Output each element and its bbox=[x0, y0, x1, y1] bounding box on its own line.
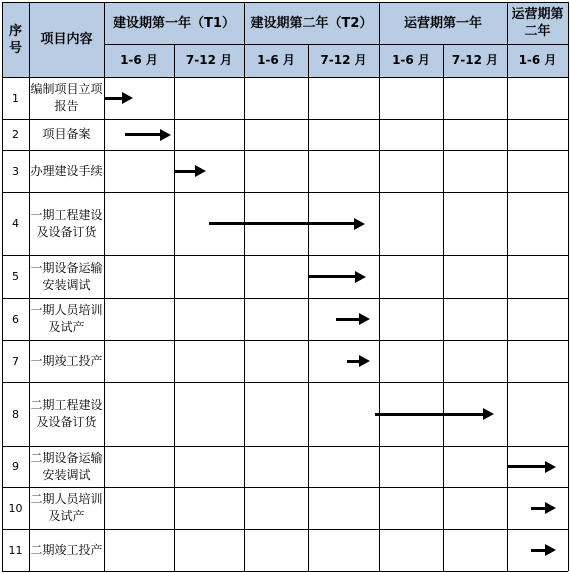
arrow-shaft bbox=[209, 222, 355, 225]
arrow-head-icon bbox=[355, 271, 366, 283]
task-label: 二期工程建设及设备订货 bbox=[30, 398, 103, 429]
grid-line-horizontal bbox=[2, 150, 568, 151]
task-name bbox=[29, 487, 104, 529]
arrow-head-icon bbox=[545, 502, 556, 514]
task-label: 二期人员培训及试产 bbox=[30, 492, 103, 523]
task-name bbox=[29, 119, 104, 150]
task-label: 二期竣工投产 bbox=[30, 542, 103, 557]
task-name bbox=[29, 382, 104, 446]
task-label: 一期竣工投产 bbox=[30, 353, 103, 368]
header-half: 1-6 月 bbox=[507, 44, 568, 77]
arrow-head-icon bbox=[545, 544, 556, 556]
grid-line-horizontal bbox=[2, 446, 568, 447]
header-half: 7-12 月 bbox=[308, 44, 379, 77]
task-label: 一期人员培训及试产 bbox=[30, 303, 103, 334]
task-name bbox=[29, 255, 104, 298]
header-half: 1-6 月 bbox=[244, 44, 308, 77]
arrow-head-icon bbox=[160, 129, 171, 141]
grid-line-horizontal bbox=[2, 2, 568, 3]
arrow-shaft bbox=[125, 133, 161, 136]
task-name bbox=[29, 77, 104, 119]
task-label: 一期工程建设及设备订货 bbox=[30, 207, 103, 239]
task-label: 办理建设手续 bbox=[30, 163, 103, 178]
task-name bbox=[29, 340, 104, 382]
grid-line-vertical bbox=[174, 44, 175, 571]
task-name bbox=[29, 446, 104, 487]
arrow-head-icon bbox=[195, 165, 206, 177]
arrow-shaft bbox=[336, 318, 360, 321]
row-number: 5 bbox=[12, 270, 19, 283]
grid-line-horizontal bbox=[2, 487, 568, 488]
task-name bbox=[29, 150, 104, 192]
arrow-shaft bbox=[347, 360, 360, 363]
grid-line-horizontal bbox=[2, 119, 568, 120]
task-label: 二期设备运输安装调试 bbox=[30, 450, 103, 482]
grid-line-vertical bbox=[308, 44, 309, 571]
header-half: 7-12 月 bbox=[443, 44, 507, 77]
grid-line-vertical bbox=[443, 44, 444, 571]
task-name bbox=[29, 529, 104, 571]
task-name bbox=[29, 298, 104, 340]
arrow-head-icon bbox=[483, 408, 494, 420]
header-half: 1-6 月 bbox=[379, 44, 443, 77]
task-label: 一期设备运输安装调试 bbox=[30, 260, 103, 292]
arrow-head-icon bbox=[354, 218, 365, 230]
arrow-head-icon bbox=[359, 313, 370, 325]
row-number: 2 bbox=[12, 128, 19, 141]
arrow-head-icon bbox=[545, 461, 556, 473]
arrow-head-icon bbox=[359, 355, 370, 367]
task-label: 编制项目立项报告 bbox=[30, 82, 103, 113]
header-half: 1-6 月 bbox=[104, 44, 174, 77]
header-period: 建设期第二年（T2） bbox=[244, 2, 379, 44]
row-number: 7 bbox=[12, 354, 19, 368]
row-number: 10 bbox=[8, 501, 23, 515]
row-number: 3 bbox=[12, 164, 19, 178]
grid-line-horizontal bbox=[2, 77, 568, 78]
row-number: 4 bbox=[12, 217, 19, 230]
arrow-shaft bbox=[375, 413, 484, 416]
row-number: 1 bbox=[12, 91, 19, 105]
row-number: 6 bbox=[12, 312, 19, 326]
arrow-shaft bbox=[105, 97, 123, 100]
grid-line-horizontal bbox=[2, 529, 568, 530]
task-label: 项目备案 bbox=[42, 127, 91, 141]
task-name bbox=[29, 192, 104, 255]
grid-line-horizontal bbox=[2, 298, 568, 299]
header-seq: 序号 bbox=[2, 2, 29, 77]
row-number: 8 bbox=[12, 407, 19, 421]
arrow-shaft bbox=[308, 275, 356, 278]
row-number: 9 bbox=[12, 460, 19, 473]
grid-line-horizontal bbox=[2, 192, 568, 193]
arrow-shaft bbox=[531, 507, 545, 510]
arrow-head-icon bbox=[122, 92, 133, 104]
row-number: 11 bbox=[8, 543, 23, 557]
grid-line-horizontal bbox=[2, 340, 568, 341]
header-item: 项目内容 bbox=[29, 2, 104, 77]
arrow-shaft bbox=[531, 549, 545, 552]
arrow-shaft bbox=[507, 465, 546, 468]
grid-line-horizontal bbox=[2, 255, 568, 256]
header-period: 建设期第一年（T1） bbox=[104, 2, 244, 44]
arrow-shaft bbox=[174, 170, 196, 173]
header-half: 7-12 月 bbox=[174, 44, 244, 77]
header-period: 运营期第一年 bbox=[379, 2, 507, 44]
header-period: 运营期第二年 bbox=[507, 2, 568, 44]
grid-line-horizontal bbox=[2, 382, 568, 383]
grid-line-horizontal bbox=[104, 44, 568, 45]
grid-line-horizontal bbox=[2, 571, 568, 572]
